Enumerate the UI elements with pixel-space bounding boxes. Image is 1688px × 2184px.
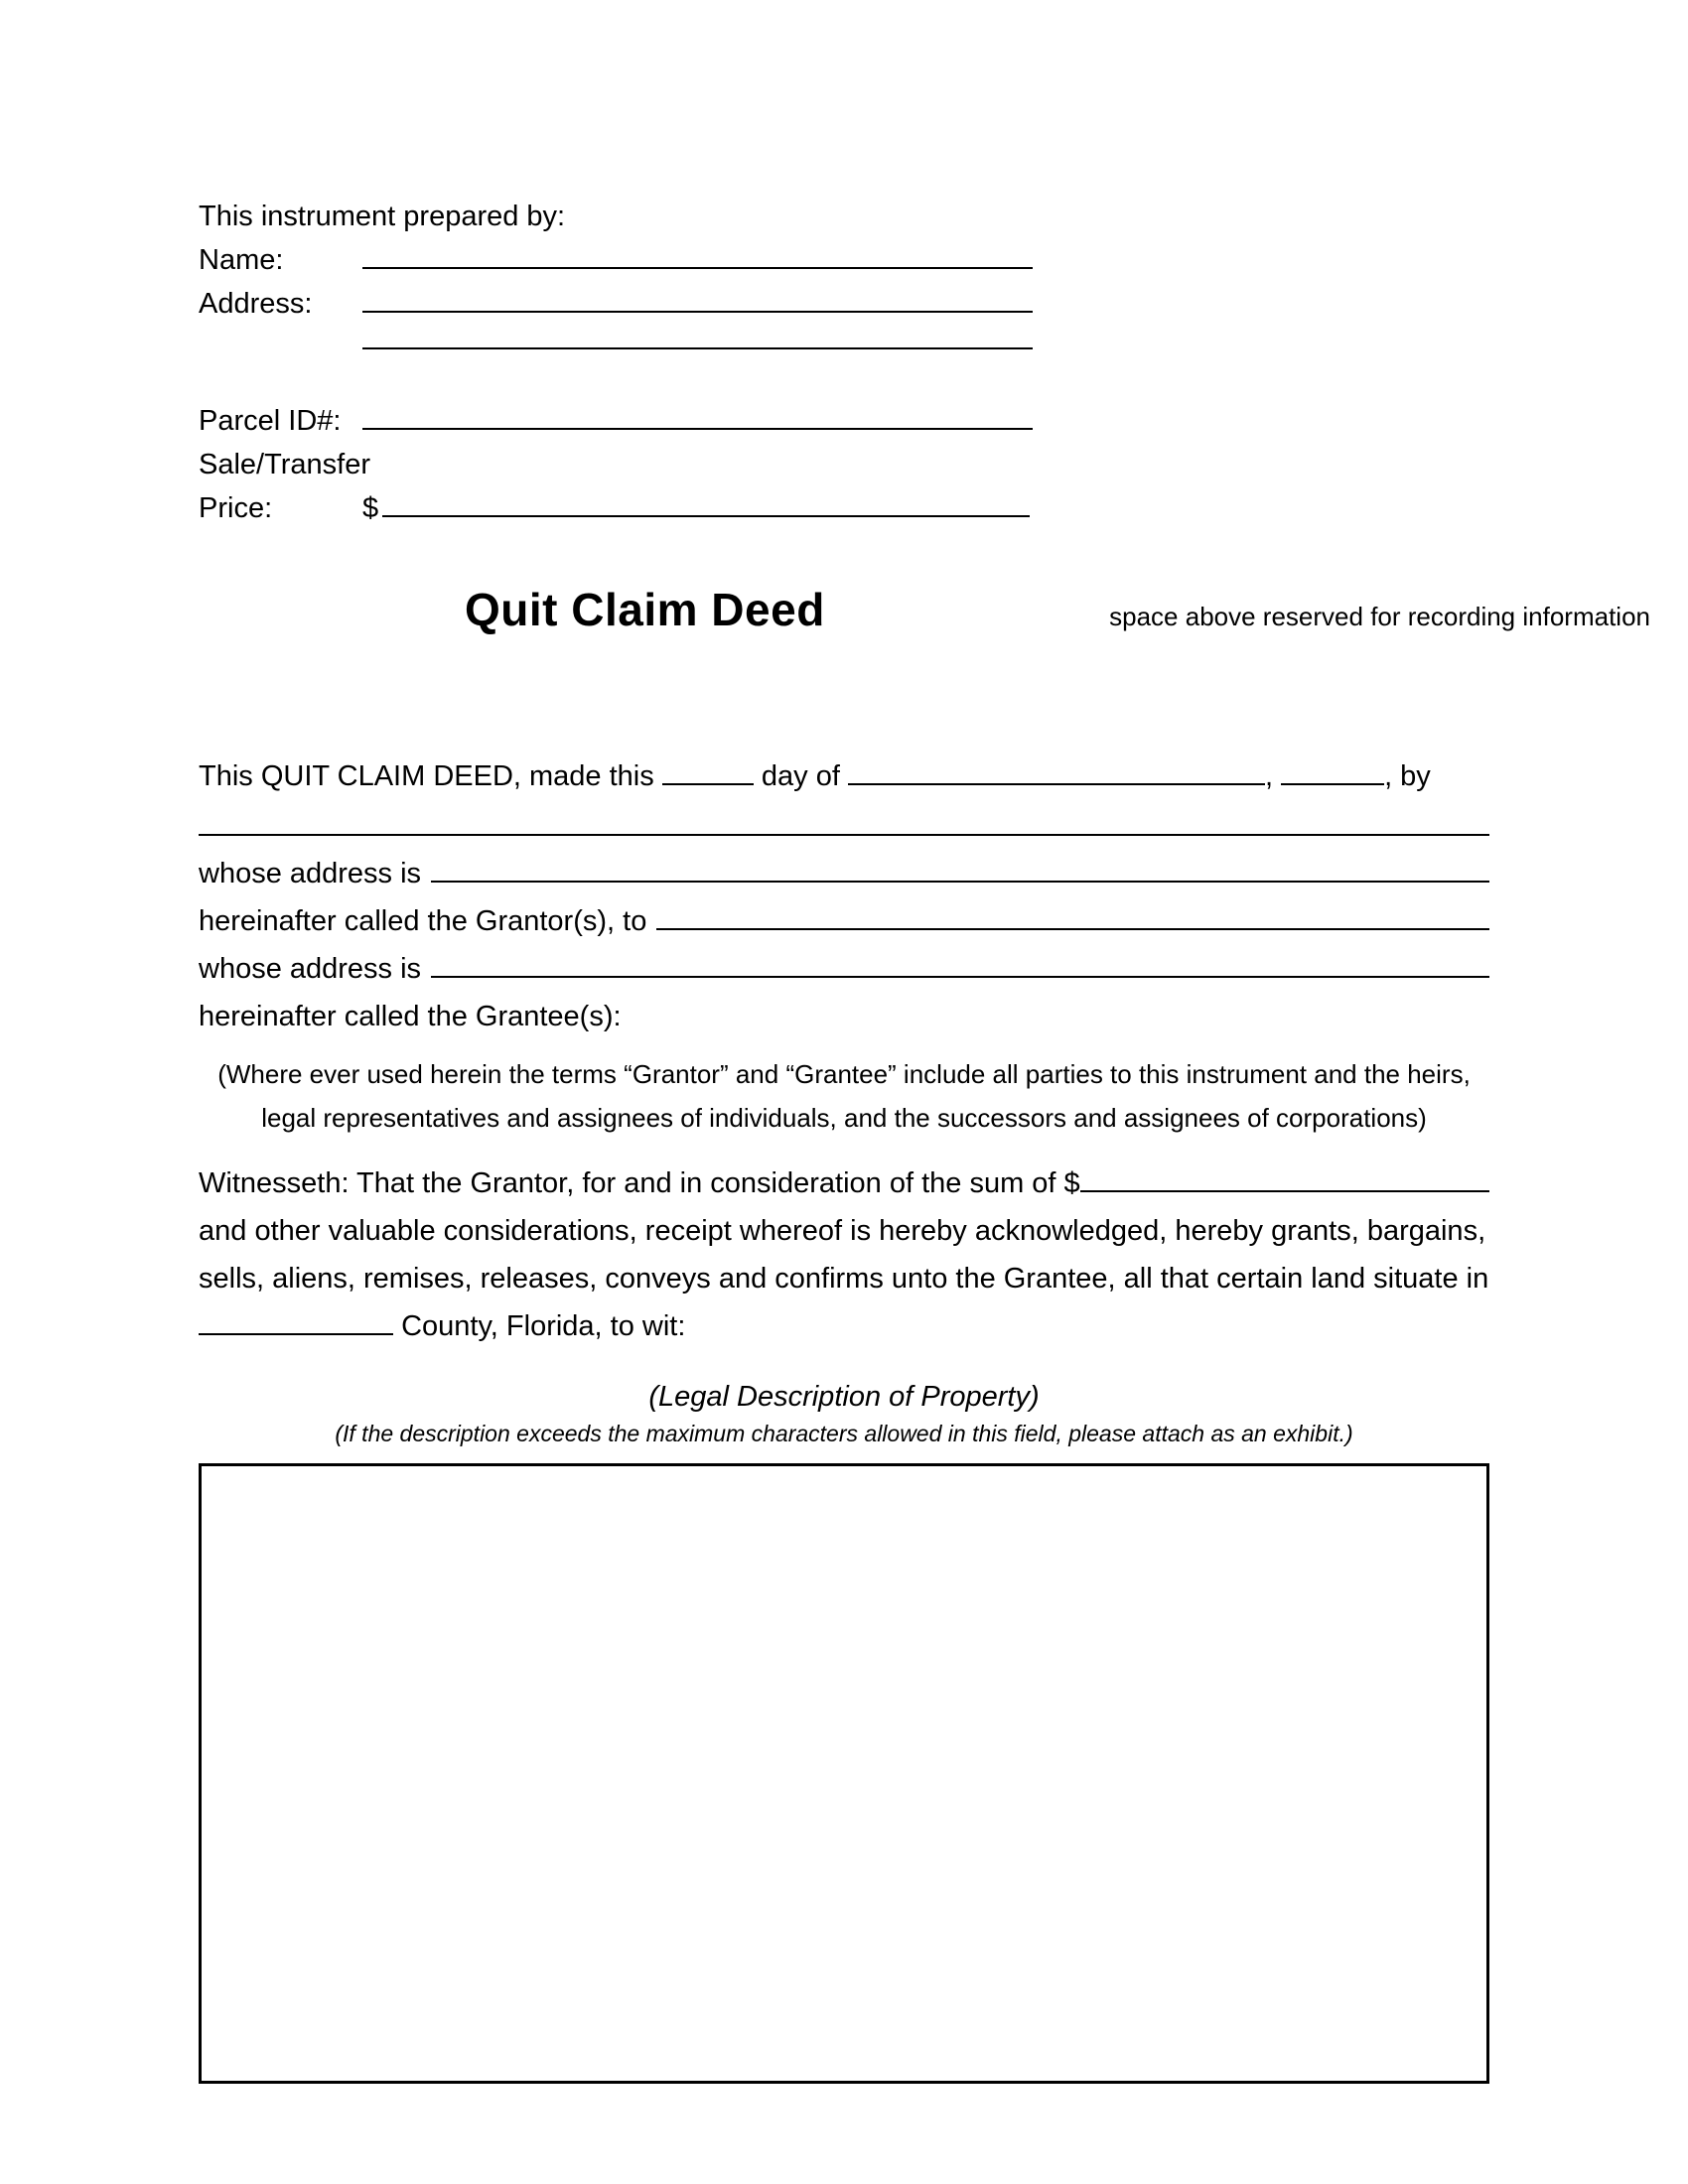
grantor-to-text: hereinafter called the Grantor(s), to: [199, 905, 647, 937]
address-row-2: [199, 326, 1489, 369]
price-label: Price:: [199, 492, 273, 524]
witnesseth-text-2: and other valuable considerations, receipt whereof is hereby acknowledged, hereby grants, bargains,: [199, 1215, 1486, 1247]
grantee-name-field[interactable]: [656, 906, 1489, 930]
year-field[interactable]: [1281, 761, 1384, 785]
witnesseth-block: [199, 1160, 1489, 1350]
legal-description-field[interactable]: [199, 1463, 1489, 2084]
witnesseth-line-2: [199, 1207, 1489, 1255]
sale-transfer-label: Sale/Transfer: [199, 449, 370, 480]
name-label: Name:: [199, 244, 284, 276]
page-title: Quit Claim Deed: [465, 584, 825, 635]
witnesseth-line-1: [199, 1160, 1489, 1207]
day-of-text: day of: [761, 760, 840, 792]
grantor-name-field[interactable]: [199, 800, 1489, 836]
by-text: , by: [1384, 760, 1431, 792]
name-row: [199, 238, 1489, 282]
sale-price-field[interactable]: [382, 493, 1030, 517]
county-field[interactable]: [199, 1311, 393, 1335]
prepared-address-field-1[interactable]: [362, 289, 1033, 313]
witnesseth-text-3: sells, aliens, remises, releases, conveys and confirms unto the Grantee, all that certain land situate in: [199, 1263, 1489, 1295]
grantee-address-field[interactable]: [431, 954, 1489, 978]
grantee-name-line: [199, 897, 1489, 945]
county-suffix-text: County, Florida, to wit:: [401, 1310, 686, 1342]
address-row: [199, 282, 1489, 326]
deed-body: [199, 752, 1489, 2084]
grantee-called-line: [199, 993, 1489, 1040]
whose-address-text-1: whose address is: [199, 858, 422, 889]
county-line: [199, 1302, 1489, 1350]
witnesseth-line-3: [199, 1255, 1489, 1302]
price-row: [199, 486, 1489, 530]
address-label: Address:: [199, 288, 313, 320]
parenthetical-note: (Where ever used herein the terms “Grantor” and “Grantee” include all parties to this instrument and the heirs, legal representatives and assignees of individuals, and the successors and assignees of corporations): [217, 1059, 1471, 1133]
comma-text: ,: [1264, 760, 1273, 792]
made-this-line: [199, 752, 1489, 800]
parcel-id-field[interactable]: [362, 406, 1033, 430]
legal-description-note: (If the description exceeds the maximum characters allowed in this field, please attach as an exhibit.): [335, 1421, 1353, 1446]
witnesseth-text-1: Witnesseth: That the Grantor, for and in consideration of the sum of $: [199, 1167, 1080, 1199]
prepared-address-field-2[interactable]: [362, 326, 1033, 349]
prepared-by-heading: This instrument prepared by:: [199, 201, 566, 232]
made-this-text: This QUIT CLAIM DEED, made this: [199, 760, 654, 792]
title-row: [199, 584, 1650, 649]
grantee-address-line: [199, 945, 1489, 993]
day-field[interactable]: [662, 761, 754, 785]
dollar-sign: $: [362, 492, 379, 524]
consideration-sum-field[interactable]: [1080, 1168, 1489, 1192]
grantee-called-text: hereinafter called the Grantee(s):: [199, 1001, 622, 1032]
month-field[interactable]: [848, 761, 1265, 785]
prepared-by-block: [199, 195, 1489, 530]
grantor-address-line: [199, 850, 1489, 897]
parcel-id-label: Parcel ID#:: [199, 405, 342, 437]
grantor-name-line: [199, 800, 1489, 850]
whose-address-text-2: whose address is: [199, 953, 422, 985]
recording-space-note: space above reserved for recording information: [1109, 602, 1650, 631]
prepared-name-field[interactable]: [362, 245, 1033, 269]
parcel-row: [199, 399, 1489, 443]
legal-description-title: (Legal Description of Property): [648, 1381, 1040, 1413]
grantor-address-field[interactable]: [431, 859, 1489, 883]
